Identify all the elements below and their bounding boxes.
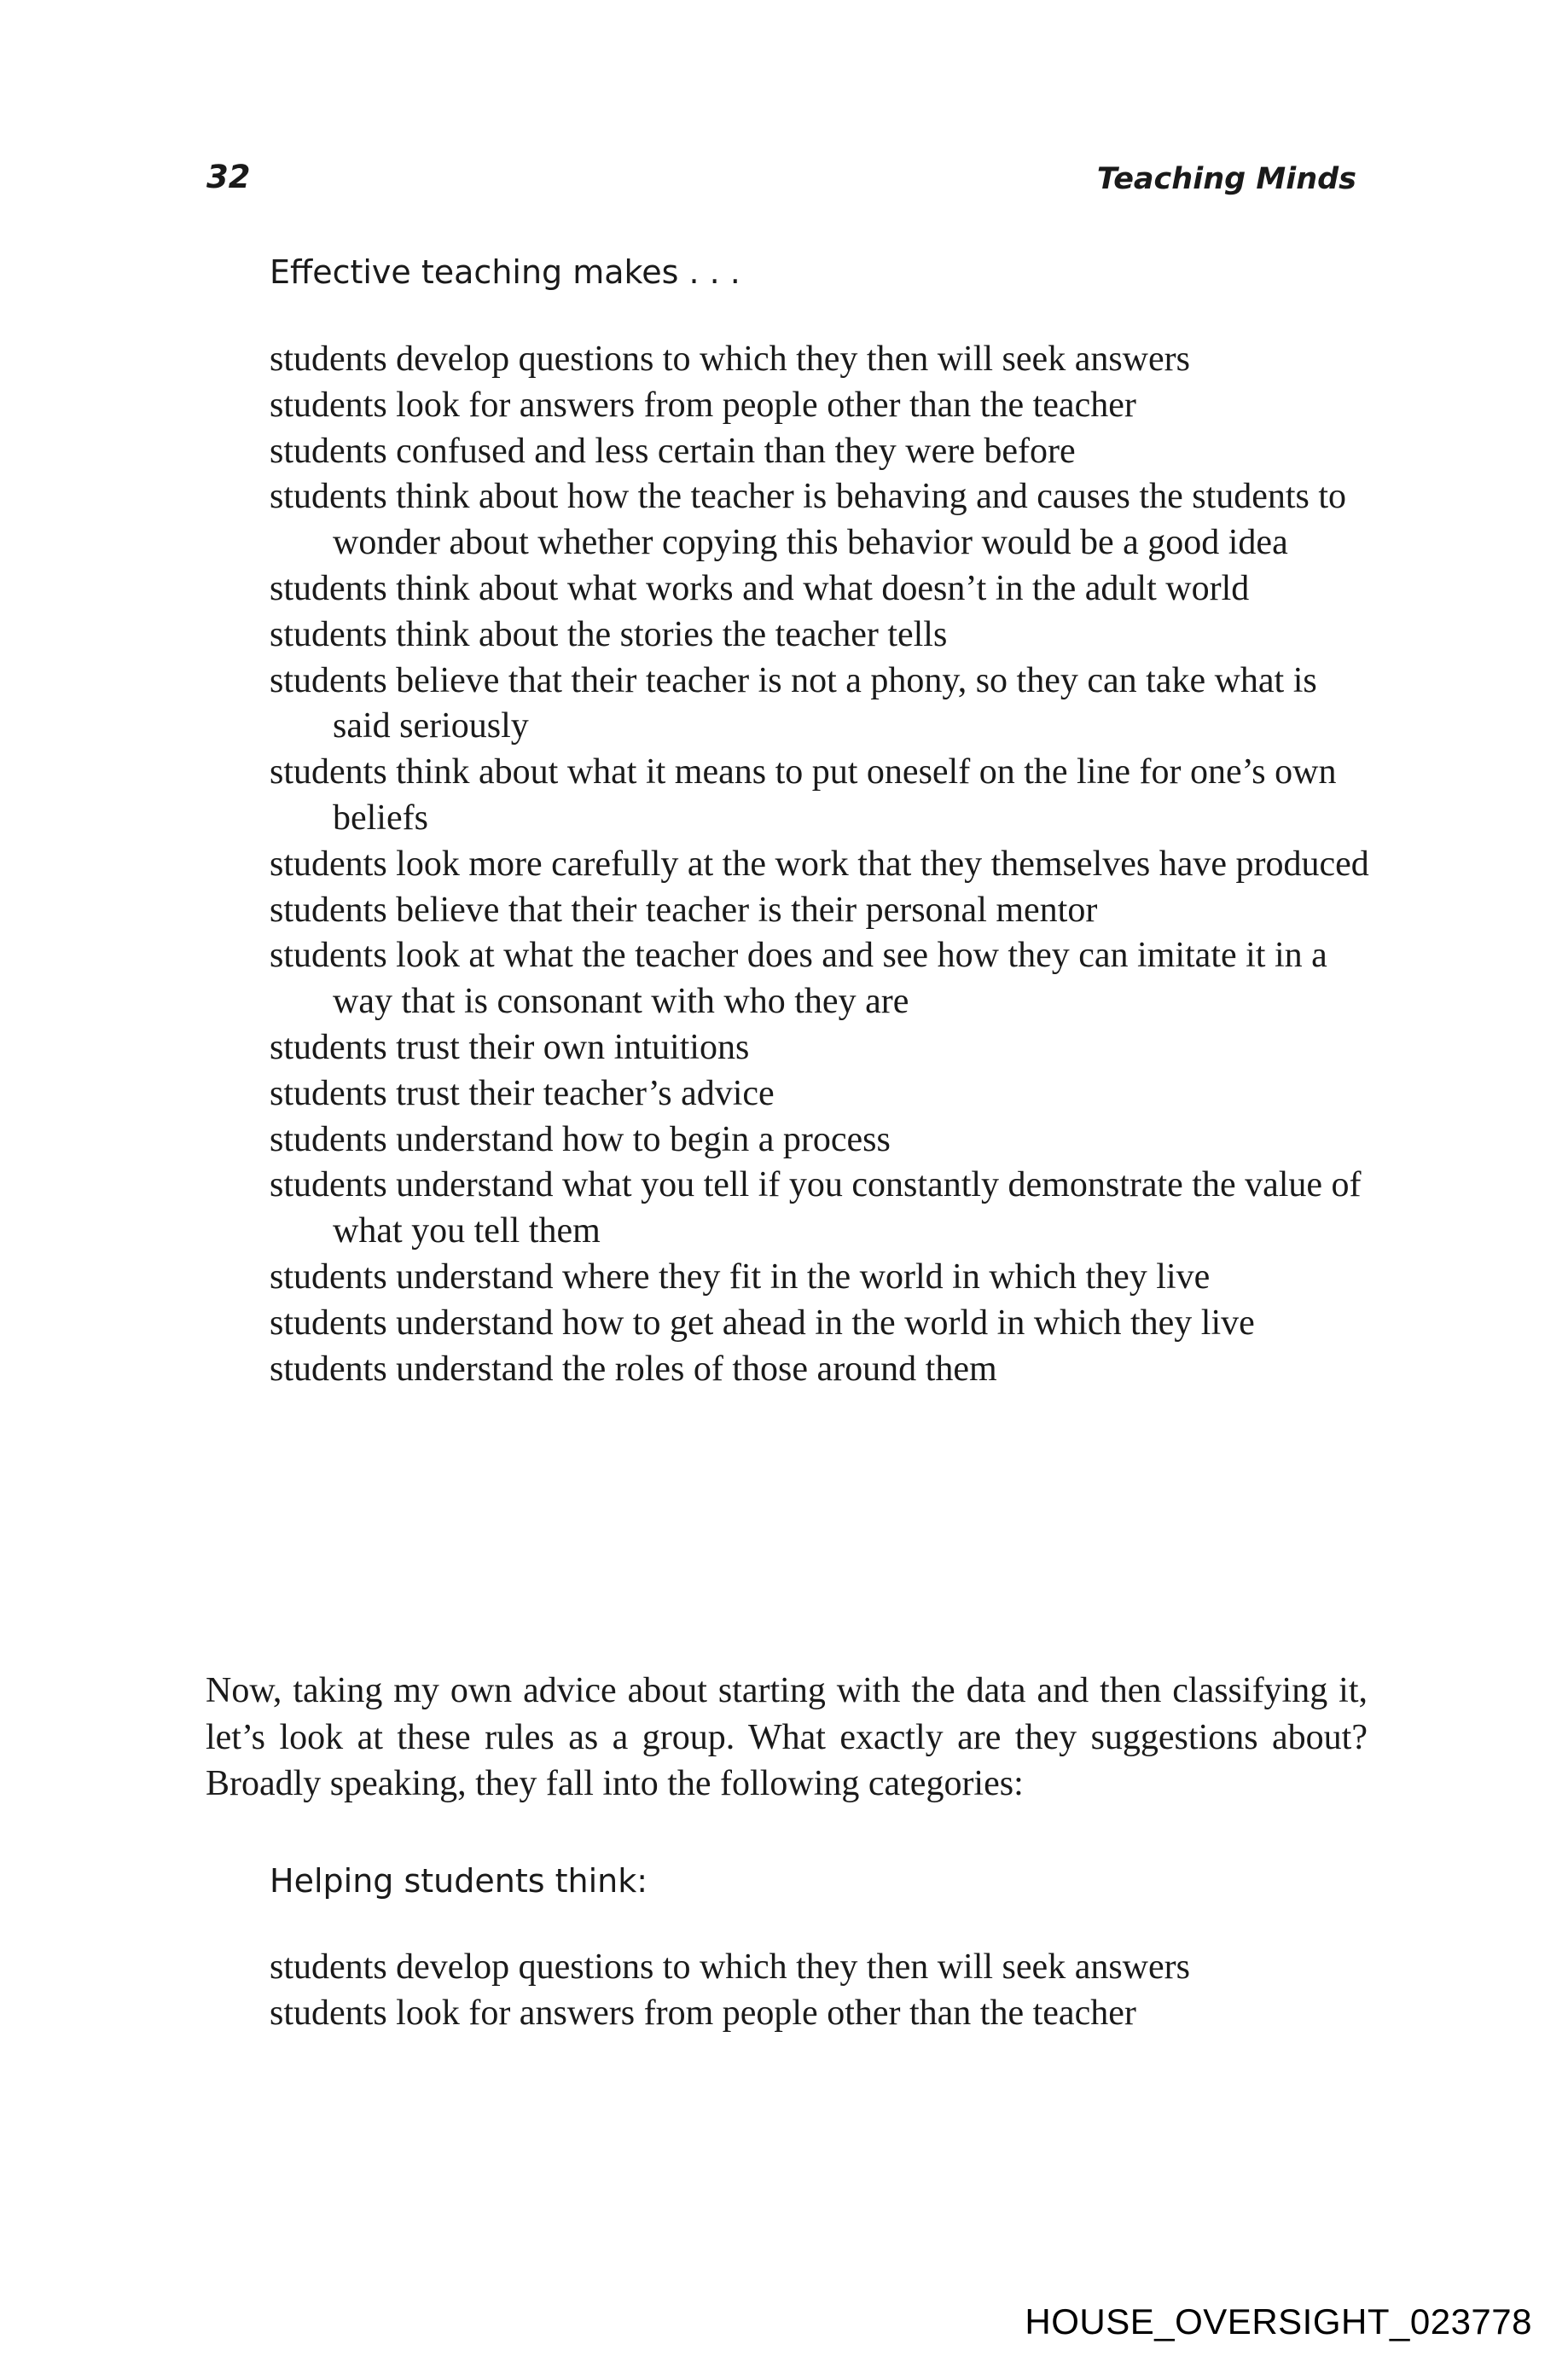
- list-item: students trust their teacher’s advice: [270, 1073, 775, 1113]
- list-item: students trust their own intuitions: [270, 1027, 750, 1067]
- list-lead-effective-teaching: Effective teaching makes . . .: [270, 253, 740, 291]
- page-number: 32: [206, 159, 251, 195]
- list-item: students develop questions to which they then will seek answers: [270, 340, 1190, 379]
- list-item: students understand where they fit in the world in which they live: [270, 1256, 1211, 1297]
- list-item: students think about how the teacher is behaving and causes the students to wonder about whether copying this behavior would be a good idea: [270, 477, 1347, 563]
- list-item: students understand the roles of those around them: [270, 1349, 997, 1389]
- list-item: students believe that their teacher is not a phony, so they can take what is said seriously: [270, 660, 1317, 746]
- list-item: students think about the stories the teacher tells: [270, 614, 948, 654]
- bates-stamp: HOUSE_OVERSIGHT_023778: [1025, 2301, 1532, 2342]
- list-item: students look for answers from people other than the teacher: [270, 385, 1136, 425]
- list-lead-helping-students-think: Helping students think:: [270, 1862, 648, 1900]
- list-item: students confused and less certain than they were before: [270, 431, 1076, 471]
- list-item: students look for answers from people other than the teacher: [270, 1993, 1136, 2033]
- effective-teaching-list: [270, 337, 1379, 1392]
- helping-students-think-list: [270, 1945, 1379, 2037]
- list-item: students understand what you tell if you constantly demonstrate the value of what you tell them: [270, 1165, 1362, 1251]
- list-item: students understand how to begin a process: [270, 1119, 891, 1159]
- list-item: students understand how to get ahead in the world in which they live: [270, 1303, 1255, 1343]
- body-paragraph: Now, taking my own advice about starting with the data and then classifying it, let’s look at these rules as a group. What exactly are they suggestions about? Broadly speaking, they fall into the following categories:: [206, 1671, 1368, 1803]
- list-item: students think about what works and what doesn’t in the adult world: [270, 568, 1250, 608]
- running-head: Teaching Minds: [1096, 162, 1356, 196]
- list-item: students believe that their teacher is their personal mentor: [270, 890, 1098, 930]
- list-item: students look at what the teacher does and see how they can imitate it in a way that is consonant with who they are: [270, 936, 1327, 1022]
- list-item: students look more carefully at the work that they themselves have produced: [270, 844, 1369, 884]
- list-item: students think about what it means to put oneself on the line for one’s own beliefs: [270, 752, 1337, 838]
- list-item: students develop questions to which they then will seek answers: [270, 1947, 1190, 1987]
